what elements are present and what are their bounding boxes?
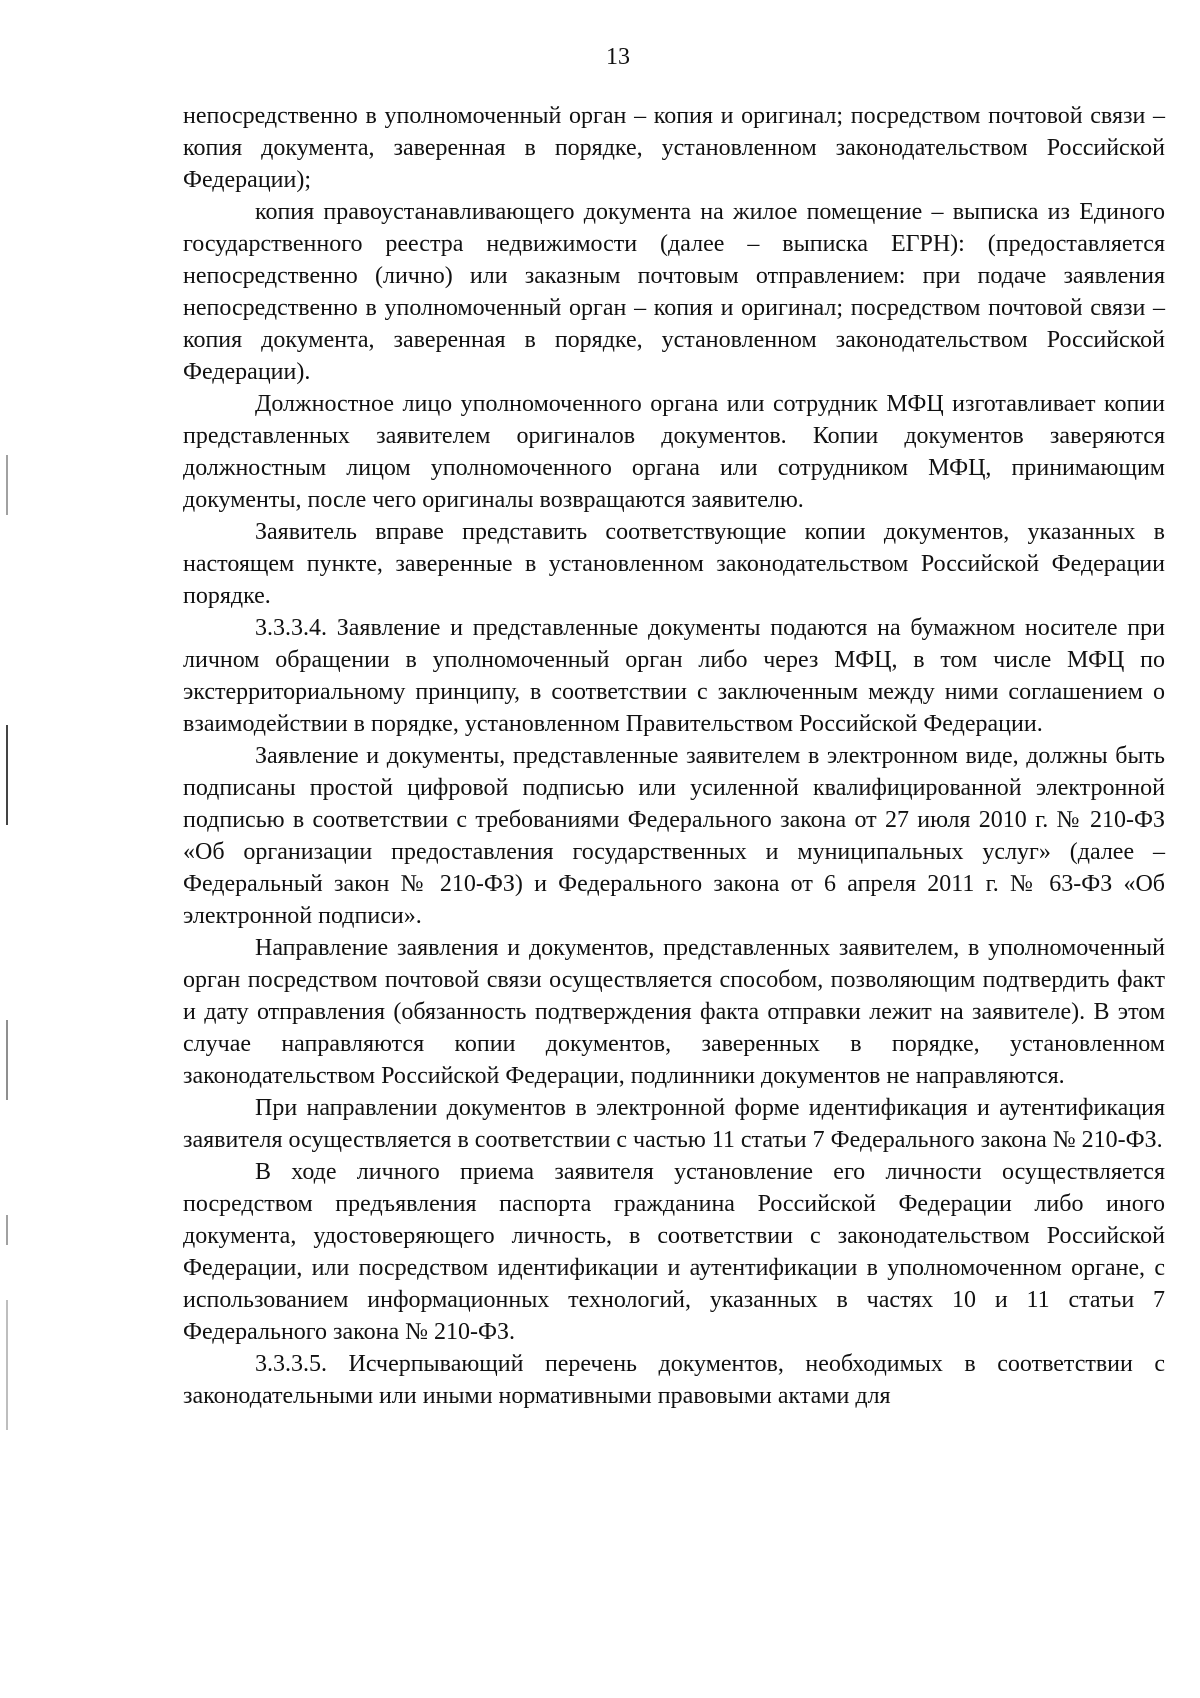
paragraph: непосредственно в уполномоченный орган – копия и оригинал; посредством почтовой связи – копия документа, заверенная в порядке, установленном законодательством Российской Федерации); [183,103,1165,193]
paragraph: В ходе личного приема заявителя установление его личности осуществляется посредством предъявления паспорта гражданина Российской Федерации либо иного документа, удостоверяющего личность, в соответствии с законодательством Российской Федерации, или посредством идентификации и аутентификации в уполномоченном органе, с использованием информационных технологий, указанных в частях 10 и 11 статьи 7 Федерального закона № 210-ФЗ. [183,1159,1165,1345]
scan-mark [6,1215,8,1245]
paragraph: При направлении документов в электронной форме идентификация и аутентификация заявителя осуществляется в соответствии с частью 11 статьи 7 Федерального закона № 210-ФЗ. [183,1095,1165,1153]
paragraph: копия правоустанавливающего документа на жилое помещение – выписка из Единого государственного реестра недвижимости (далее – выписка ЕГРН): (предоставляется непосредственно (лично) или заказным почтовым отправлением: при подаче заявления непосредственно в уполномоченный орган – копия и оригинал; посредством почтовой связи – копия документа, заверенная в порядке, установленном законодательством Российской Федерации). [183,199,1165,385]
paragraph: Заявление и документы, представленные заявителем в электронном виде, должны быть подписаны простой цифровой подписью или усиленной квалифицированной электронной подписью в соответствии с требованиями Федерального закона от 27 июля 2010 г. № 210-ФЗ «Об организации предоставления государственных и муниципальных услуг» (далее – Федеральный закон № 210-ФЗ) и Федерального закона от 6 апреля 2011 г. № 63-ФЗ «Об электронной подписи». [183,743,1165,929]
paragraph: 3.3.3.5. Исчерпывающий перечень документов, необходимых в соответствии с законодательными или иными нормативными правовыми актами для [183,1351,1165,1409]
paragraph: Заявитель вправе представить соответствующие копии документов, указанных в настоящем пункте, заверенные в установленном законодательством Российской Федерации порядке. [183,519,1165,609]
paragraph: Должностное лицо уполномоченного органа или сотрудник МФЦ изготавливает копии представленных заявителем оригиналов документов. Копии документов заверяются должностным лицом уполномоченного органа или сотрудником МФЦ, принимающим документы, после чего оригиналы возвращаются заявителю. [183,391,1165,513]
scan-mark [6,1020,8,1100]
paragraph: Направление заявления и документов, представленных заявителем, в уполномоченный орган посредством почтовой связи осуществляется способом, позволяющим подтвердить факт и дату отправления (обязанность подтверждения факта отправки лежит на заявителе). В этом случае направляются копии документов, заверенных в порядке, установленном законодательством Российской Федерации, подлинники документов не направляются. [183,935,1165,1089]
body-text [183,100,1165,1412]
scan-margin-marks [6,0,14,1698]
page-number: 13 [606,44,630,70]
paragraph: 3.3.3.4. Заявление и представленные документы подаются на бумажном носителе при личном обращении в уполномоченный орган либо через МФЦ, в том числе МФЦ по экстерриториальному принципу, в соответствии с заключенным между ними соглашением о взаимодействии в порядке, установленном Правительством Российской Федерации. [183,615,1165,737]
scan-mark [6,725,8,825]
scan-mark [6,1300,8,1430]
scan-mark [6,455,8,515]
